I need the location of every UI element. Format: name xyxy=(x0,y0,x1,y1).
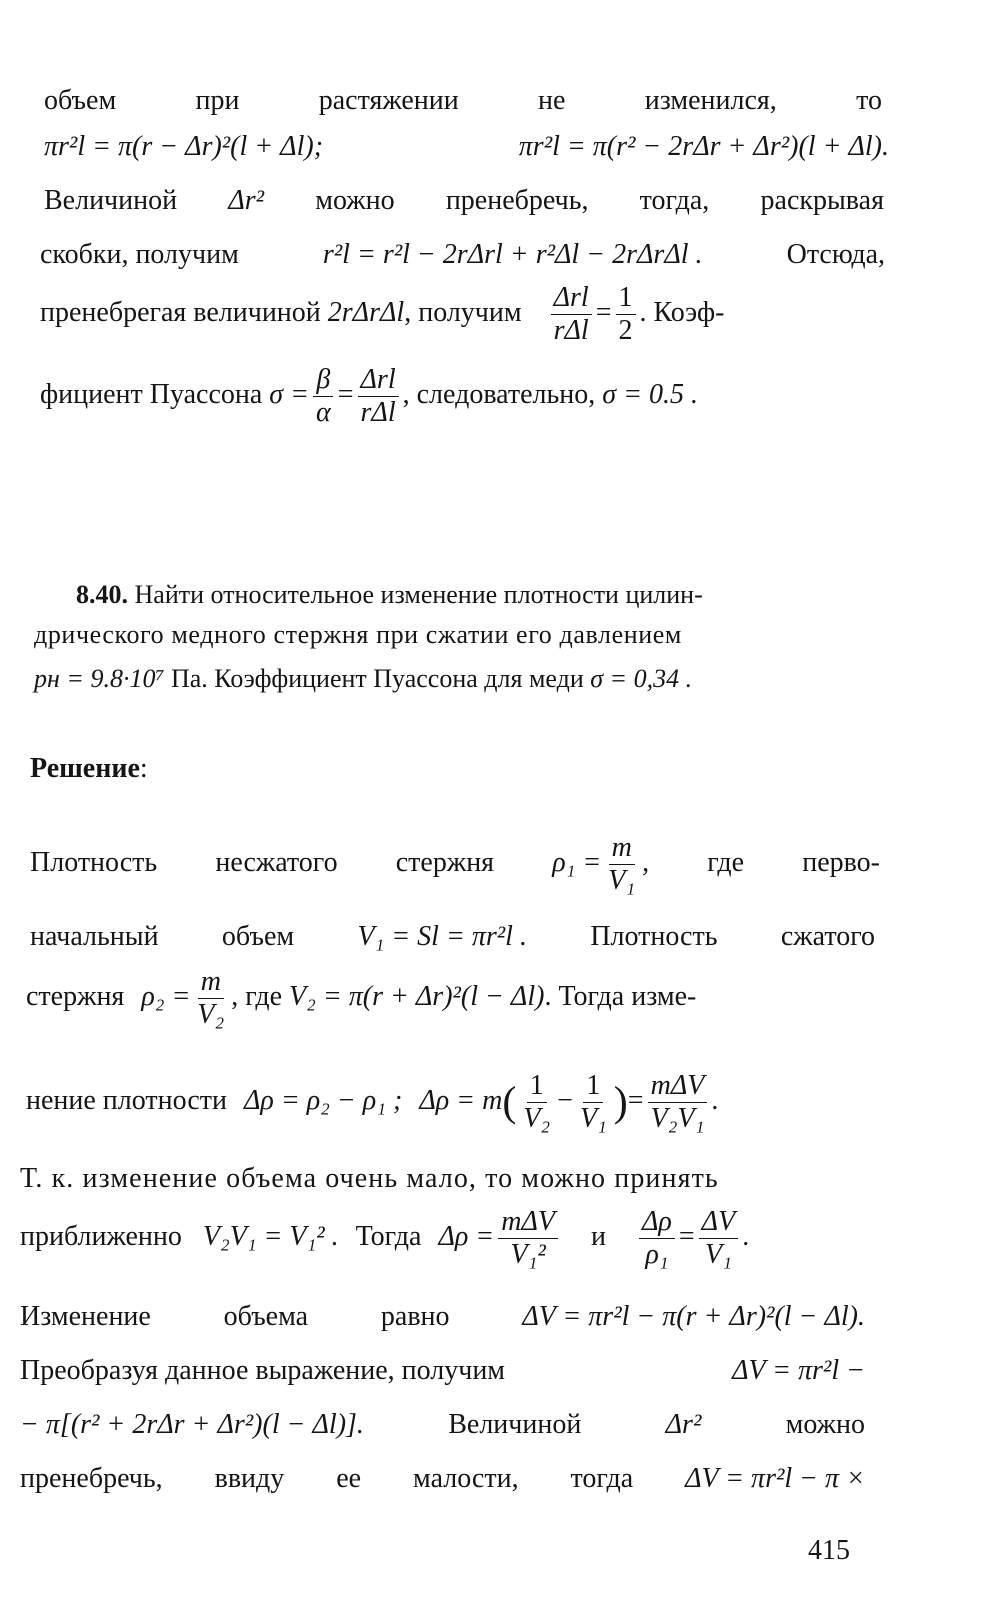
word: изменился, xyxy=(644,85,777,116)
fraction: $\frac{1}{2}$ xyxy=(616,282,636,347)
word: перво- xyxy=(802,846,880,878)
formula: σ = 0.5 . xyxy=(602,378,698,410)
fraction: $\frac{\Delta\rho}{\text{ρ₁}}$ xyxy=(639,1206,675,1271)
word: и xyxy=(590,1220,606,1252)
text-line xyxy=(44,84,882,118)
text: , где xyxy=(231,980,282,1012)
word: раскрывая xyxy=(760,185,884,216)
word: Плотность xyxy=(590,921,718,952)
text-line xyxy=(20,1354,865,1388)
formula: V₁ = Sl = πr²l . xyxy=(357,921,527,952)
formula: σ = 0,34 . xyxy=(590,664,693,693)
text: дрического медного стержня при сжатии его давлением xyxy=(34,620,682,649)
fraction: $\frac{1}{\text{V₂}}$ xyxy=(523,1070,551,1134)
word: приближенно xyxy=(20,1220,182,1252)
fraction: $\frac{m}{\text{V₂}}$ xyxy=(197,966,225,1030)
formula: πr²l = π(r² − 2rΔr + Δr²)(l + Δl). xyxy=(518,131,889,162)
word: растяжении xyxy=(318,85,459,116)
formula: ΔV = πr²l − π(r + Δr)²(l − Δl). xyxy=(522,1301,865,1332)
problem-statement-line xyxy=(76,578,886,612)
text-line xyxy=(30,920,875,954)
text: . Коэф- xyxy=(639,296,725,328)
text: Па. Коэффициент Пуассона для меди xyxy=(170,664,584,693)
text-line xyxy=(20,1300,865,1334)
page-number xyxy=(808,1534,888,1568)
word: Величиной xyxy=(448,1409,582,1440)
word: несжатого xyxy=(215,846,338,878)
fraction: $\frac{\text{Δrl}}{\text{rΔl}}$ xyxy=(358,364,399,429)
word: Плотность xyxy=(30,846,158,878)
text: нение плотности xyxy=(26,1084,227,1116)
word: не xyxy=(538,85,566,116)
paren: ) xyxy=(613,1079,628,1126)
text-line xyxy=(40,238,885,272)
formula: Δρ = m xyxy=(419,1084,503,1116)
text-line xyxy=(20,1162,870,1196)
fraction: $\frac{m}{\text{V₁}}$ xyxy=(608,832,636,896)
text-line xyxy=(26,966,876,1031)
text-line xyxy=(20,1462,865,1496)
word: тогда, xyxy=(639,185,710,216)
word: стержня xyxy=(395,846,495,878)
problem-statement-line xyxy=(34,618,884,652)
fraction: $\frac{\text{Δrl}}{\text{rΔl}}$ xyxy=(551,282,592,347)
text-line: пренебрегая величиной 2rΔrΔl, получим $\frac{\text{Δrl}}{\text{rΔl}}$ = $\frac{1}{2}$ . Коэф- xyxy=(40,282,725,346)
text-line xyxy=(30,832,880,897)
paren: ( xyxy=(502,1079,517,1126)
word: объем xyxy=(221,921,295,952)
formula: ΔV = πr²l − xyxy=(732,1355,865,1386)
formula: V₂ = π(r + Δr)²(l − Δl) xyxy=(289,980,545,1012)
fraction: $\frac{1}{\text{V₁}}$ xyxy=(579,1070,607,1134)
text: Преобразуя данное выражение, получим xyxy=(20,1355,506,1386)
text: пренебрегая величиной xyxy=(40,296,321,328)
formula: Δr² xyxy=(228,185,265,216)
solution-heading: Решение: xyxy=(30,753,148,784)
word: можно xyxy=(315,185,395,216)
formula: ρ₁ = $\frac{m}{\text{V₁}}$ , xyxy=(552,832,650,896)
word: Величиной xyxy=(44,185,178,216)
text: Найти относительное изменение плотности цилин- xyxy=(134,580,703,609)
word: Тогда xyxy=(355,1220,422,1252)
word: пренебречь, xyxy=(20,1463,163,1494)
word: ее xyxy=(336,1463,362,1494)
word: Отсюда, xyxy=(786,239,885,270)
text: , следовательно, xyxy=(402,378,596,410)
formula: σ = xyxy=(269,378,309,410)
formula: pн = 9.8·10⁷ xyxy=(34,664,165,693)
text: , получим xyxy=(404,296,522,328)
fraction: $\frac{\text{mΔV}}{\text{V₂V₁}}$ xyxy=(648,1070,708,1135)
fraction: $\frac{\beta}{\alpha}$ xyxy=(313,364,334,429)
word: сжатого xyxy=(780,921,875,952)
word: пренебречь, xyxy=(445,185,589,216)
word: объема xyxy=(223,1301,309,1332)
text: фициент Пуассона xyxy=(40,378,263,410)
formula: r²l = r²l − 2rΔrl + r²Δl − 2rΔrΔl . xyxy=(322,239,703,270)
text-line xyxy=(44,184,884,218)
text: . Тогда изме- xyxy=(544,980,697,1012)
formula: ρ₂ = xyxy=(141,980,191,1012)
formula: Δr² xyxy=(665,1409,702,1440)
text-line: нение плотности Δρ = ρ₂ − ρ₁ ; Δρ = m( $\frac{1}{\text{V₂}}$ − $\frac{1}{\text{V₁}}$ )= $\frac{\text{mΔV}}{\text{V₂V₁}}$ . xyxy=(26,1070,719,1134)
word: равно xyxy=(380,1301,450,1332)
text-line: приближенно V₂V₁ = V₁² . Тогда Δρ = $\frac{\text{mΔV}}{\text{V₁²}}$ и $\frac{\Delta\rho}{\text{ρ₁}}$ = $\frac{\Delta V}{\text{V₁}}$ . xyxy=(20,1206,750,1270)
word: при xyxy=(195,85,240,116)
word: то xyxy=(856,85,882,116)
heading: Решение xyxy=(30,753,140,784)
word: стержня xyxy=(26,980,125,1012)
formula: Δρ = xyxy=(438,1220,495,1252)
text: Т. к. изменение объема очень мало, то можно принять xyxy=(20,1163,719,1194)
word: тогда xyxy=(570,1463,634,1494)
text-line: фициент Пуассона σ = $\frac{\beta}{\alpha}$ = $\frac{\text{Δrl}}{\text{rΔl}}$ , следовательно, σ = 0.5 . xyxy=(40,364,698,428)
formula: Δρ = ρ₂ − ρ₁ ; xyxy=(243,1084,403,1116)
formula: ΔV = πr²l − π × xyxy=(685,1463,865,1494)
word: объем xyxy=(44,85,117,116)
word: Изменение xyxy=(20,1301,151,1332)
page-number-text: 415 xyxy=(808,1535,850,1566)
text-line xyxy=(20,1408,865,1442)
word: можно xyxy=(785,1409,865,1440)
formula: 2rΔrΔl xyxy=(327,296,405,328)
formula: − π[(r² + 2rΔr + Δr²)(l − Δl)]. xyxy=(20,1409,364,1440)
formula: πr²l = π(r − Δr)²(l + Δl); xyxy=(44,131,324,162)
word: где xyxy=(707,846,745,878)
word: начальный xyxy=(30,921,159,952)
word: малости, xyxy=(413,1463,519,1494)
problem-number: 8.40. xyxy=(76,580,128,609)
fraction: $\frac{\Delta V}{\text{V₁}}$ xyxy=(699,1206,739,1271)
problem-statement-line xyxy=(34,662,884,696)
fraction: $\frac{\text{mΔV}}{\text{V₁²}}$ xyxy=(498,1206,558,1271)
word: скобки, получим xyxy=(40,239,239,270)
formula: V₂V₁ = V₁² . xyxy=(202,1220,339,1252)
word: ввиду xyxy=(214,1463,285,1494)
formula-line xyxy=(44,130,889,164)
